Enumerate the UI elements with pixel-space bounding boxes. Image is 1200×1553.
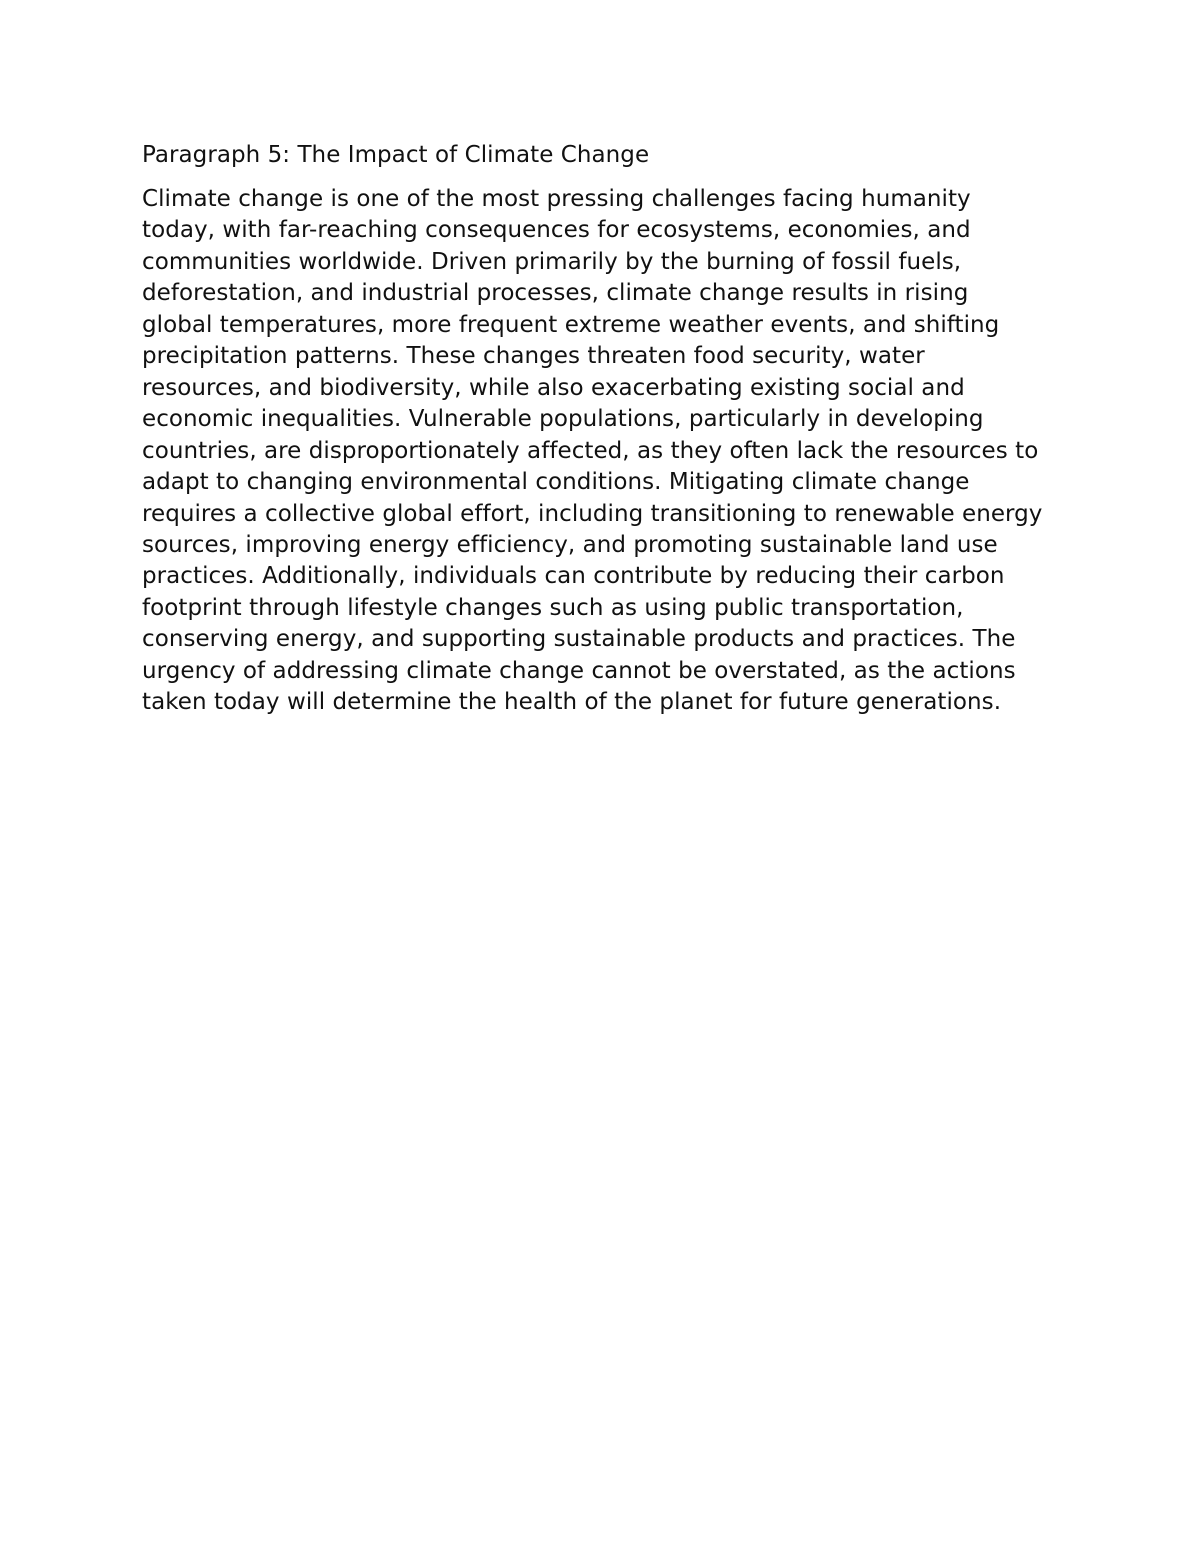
body-line: resources, and biodiversity, while also exacerbating existing social and [142, 374, 965, 401]
body-line: adapt to changing environmental conditions. Mitigating climate change [142, 469, 970, 496]
body-line: countries, are disproportionately affected, as they often lack the resources to [142, 437, 1039, 464]
body-line: Climate change is one of the most pressing challenges facing humanity [142, 186, 971, 212]
body-line: economic inequalities. Vulnerable populations, particularly in developing [142, 406, 984, 433]
paragraph-body [142, 184, 1072, 719]
body-line: practices. Additionally, individuals can contribute by reducing their carbon [142, 563, 1005, 590]
body-line: deforestation, and industrial processes, climate change results in rising [142, 280, 969, 307]
paragraph-heading: Paragraph 5: The Impact of Climate Change [142, 142, 650, 168]
body-line: requires a collective global effort, including transitioning to renewable energy [142, 500, 1043, 527]
body-line: footprint through lifestyle changes such as using public transportation, [142, 594, 964, 621]
body-line: global temperatures, more frequent extreme weather events, and shifting [142, 311, 1000, 338]
body-line: communities worldwide. Driven primarily by the burning of fossil fuels, [142, 248, 962, 275]
body-line: sources, improving energy efficiency, and promoting sustainable land use [142, 531, 998, 558]
body-line: today, with far-reaching consequences for ecosystems, economies, and [142, 217, 971, 244]
document-content [142, 138, 1072, 719]
body-line: precipitation patterns. These changes threaten food security, water [142, 343, 925, 370]
body-line: taken today will determine the health of the planet for future generations. [142, 689, 1002, 716]
body-line: urgency of addressing climate change cannot be overstated, as the actions [142, 657, 1016, 684]
body-line: conserving energy, and supporting sustainable products and practices. The [142, 626, 1016, 653]
